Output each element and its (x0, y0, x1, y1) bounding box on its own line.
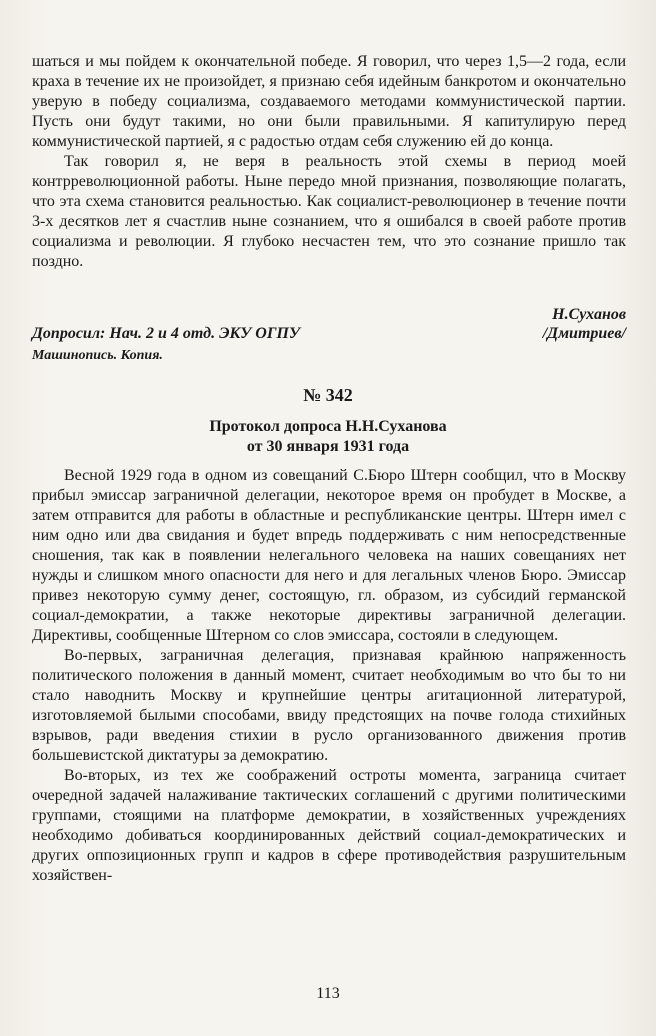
document-number: № 342 (303, 385, 353, 405)
page-number: 113 (316, 985, 340, 1002)
document-title-line-1: Протокол допроса Н.Н.Суханова (209, 418, 447, 435)
interrogator-name: /Дмитриев/ (542, 325, 626, 342)
document-title-line-2: от 30 января 1931 года (246, 438, 410, 455)
signature-name: Н.Суханов (552, 306, 626, 323)
interrogated-by-label: Допросил: Нач. 2 и 4 отд. ЭКУ ОГПУ (32, 325, 301, 342)
paragraph-second-directive: Во-вторых, из тех же соображений остроты момента, заграница считает очередной задачей налаживание тактических соглашений с другими политическими группами, стоящими на платформе демократии, в хозяйственных учреждениях необходимо добиваться координированных действий социал-демократических и других оппозиционных групп и кадров в сфере противодействия разрушительным хозяйствен- (32, 767, 626, 884)
body-text-block (32, 466, 626, 886)
paragraph-first-directive: Во-первых, заграничная делегация, признавая крайнюю напряженность политического положения в данный момент, считает необходимым во что бы то ни стало наводнить Москву и крупнейшие центры агитационной литературой, изготовляемой былыми способами, ввиду предстоящих на почве голода стихийных взрывов, ради введения стихии в русло организованного движения против большевистской диктатуры за демократию. (32, 647, 626, 764)
paragraph-continuation: шаться и мы пойдем к окончательной победе. Я говорил, что через 1,5—2 года, если краха в течение их не произойдет, я признаю себя идейным банкротом и окончательно уверую в победу социализма, создаваемого методами коммунистической партии. Пусть они будут такими, но они были правильными. Я капитулирую перед коммунистической партией, я с радостью отдам себя служению ей до конца. (32, 53, 626, 150)
paragraph-emissary: Весной 1929 года в одном из совещаний С.Бюро Штерн сообщил, что в Москву прибыл эмиссар заграничной делегации, некоторое время он пробудет в Москве, а затем отправится для работы в областные и республиканские центры. Штерн имел с ним одно или два свидания и будет впредь поддерживать с ним непосредственные сношения, так как в появлении нелегального человека на наших совещаниях нет нужды и слишком много опасности для него и для легальных членов Бюро. Эмиссар привез некоторую сумму денег, состоящую, гл. образом, из субсидий германской социал-демократии, а также некоторые директивы заграничной делегации. Директивы, сообщенные Штерном со слов эмиссара, состояли в следующем. (32, 467, 626, 644)
paragraph-confession: Так говорил я, не веря в реальность этой схемы в период моей контрреволюционной работы. Ныне передо мной признания, позволяющие полагать, что эта схема становится реальностью. Как социалист-революционер в течение почти 3-х десятков лет я счастлив ныне сознанием, что я ошибался в своей работе против социализма и революции. Я глубоко несчастен тем, что это сознание пришло так поздно. (32, 153, 626, 270)
top-text-block (32, 52, 626, 272)
document-title (0, 417, 656, 457)
copy-note: Машинопись. Копия. (32, 348, 163, 363)
interrogation-signature-row (32, 324, 626, 344)
